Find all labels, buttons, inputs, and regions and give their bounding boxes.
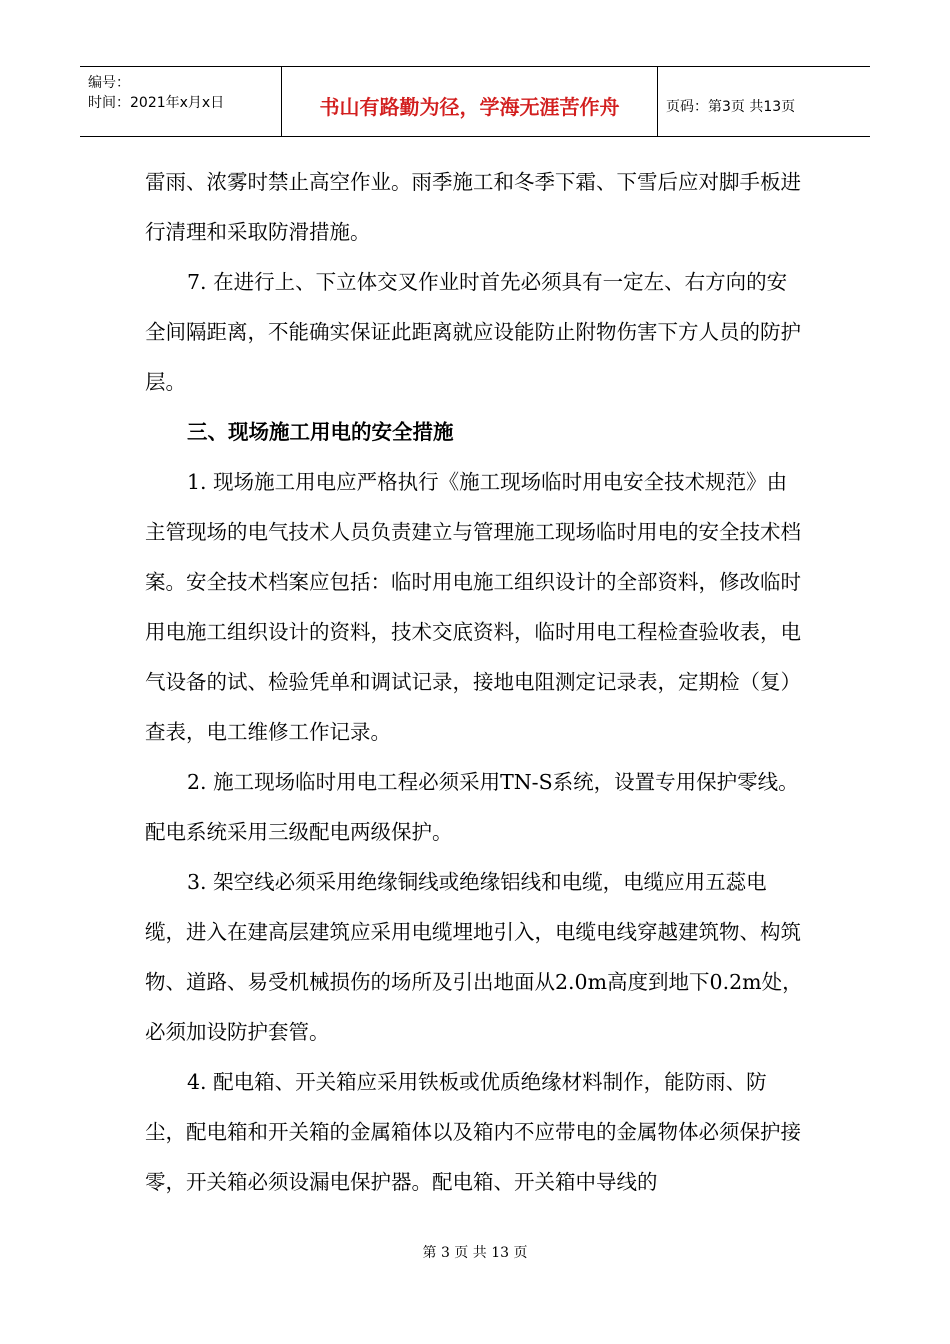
paragraph: 1. 现场施工用电应严格执行《施工现场临时用电安全技术规范》由主管现场的电气技术人员负责建立与管理施工现场临时用电的安全技术档案。安全技术档案应包括：临时用电施工组织设计的全部资料，修改临时用电施工组织设计的资料，技术交底资料，临时用电工程检查验收表，电气设备的试、检验凭单和调试记录，接地电阻测定记录表，定期检（复）查表，电工维修工作记录。 <box>145 470 801 744</box>
paragraph: 2. 施工现场临时用电工程必须采用TN-S系统，设置专用保护零线。配电系统采用三级配电两级保护。 <box>145 770 799 844</box>
header-motto: 书山有路勤为径，学海无涯苦作舟 <box>282 67 658 136</box>
document-body <box>145 157 805 1207</box>
section-heading: 三、现场施工用电的安全措施 <box>187 420 454 444</box>
document-time: 时间：2021年x月x日 <box>88 95 225 111</box>
paragraph: 4. 配电箱、开关箱应采用铁板或优质绝缘材料制作，能防雨、防尘，配电箱和开关箱的金属箱体以及箱内不应带电的金属物体必须保护接零，开关箱必须设漏电保护器。配电箱、开关箱中导线的 <box>145 1070 801 1194</box>
paragraph: 雷雨、浓雾时禁止高空作业。雨季施工和冬季下霜、下雪后应对脚手板进行清理和采取防滑措施。 <box>145 170 801 244</box>
paragraph: 7. 在进行上、下立体交叉作业时首先必须具有一定左、右方向的安全间隔距离，不能确实保证此距离就应设能防止附物伤害下方人员的防护层。 <box>145 270 801 394</box>
header-meta <box>80 67 282 136</box>
document-number-label: 编号： <box>88 75 130 91</box>
paragraph: 3. 架空线必须采用绝缘铜线或绝缘铝线和电缆，电缆应用五蕊电缆，进入在建高层建筑应采用电缆埋地引入，电缆电线穿越建筑物、构筑物、道路、易受机械损伤的场所及引出地面从2.0m高度到地下0.2m处，必须加设防护套管。 <box>145 870 803 1044</box>
header-page-info: 页码：第3页 共13页 <box>666 98 796 115</box>
page-footer: 第 3 页 共 13 页 <box>422 1245 528 1261</box>
page-header <box>80 66 870 137</box>
